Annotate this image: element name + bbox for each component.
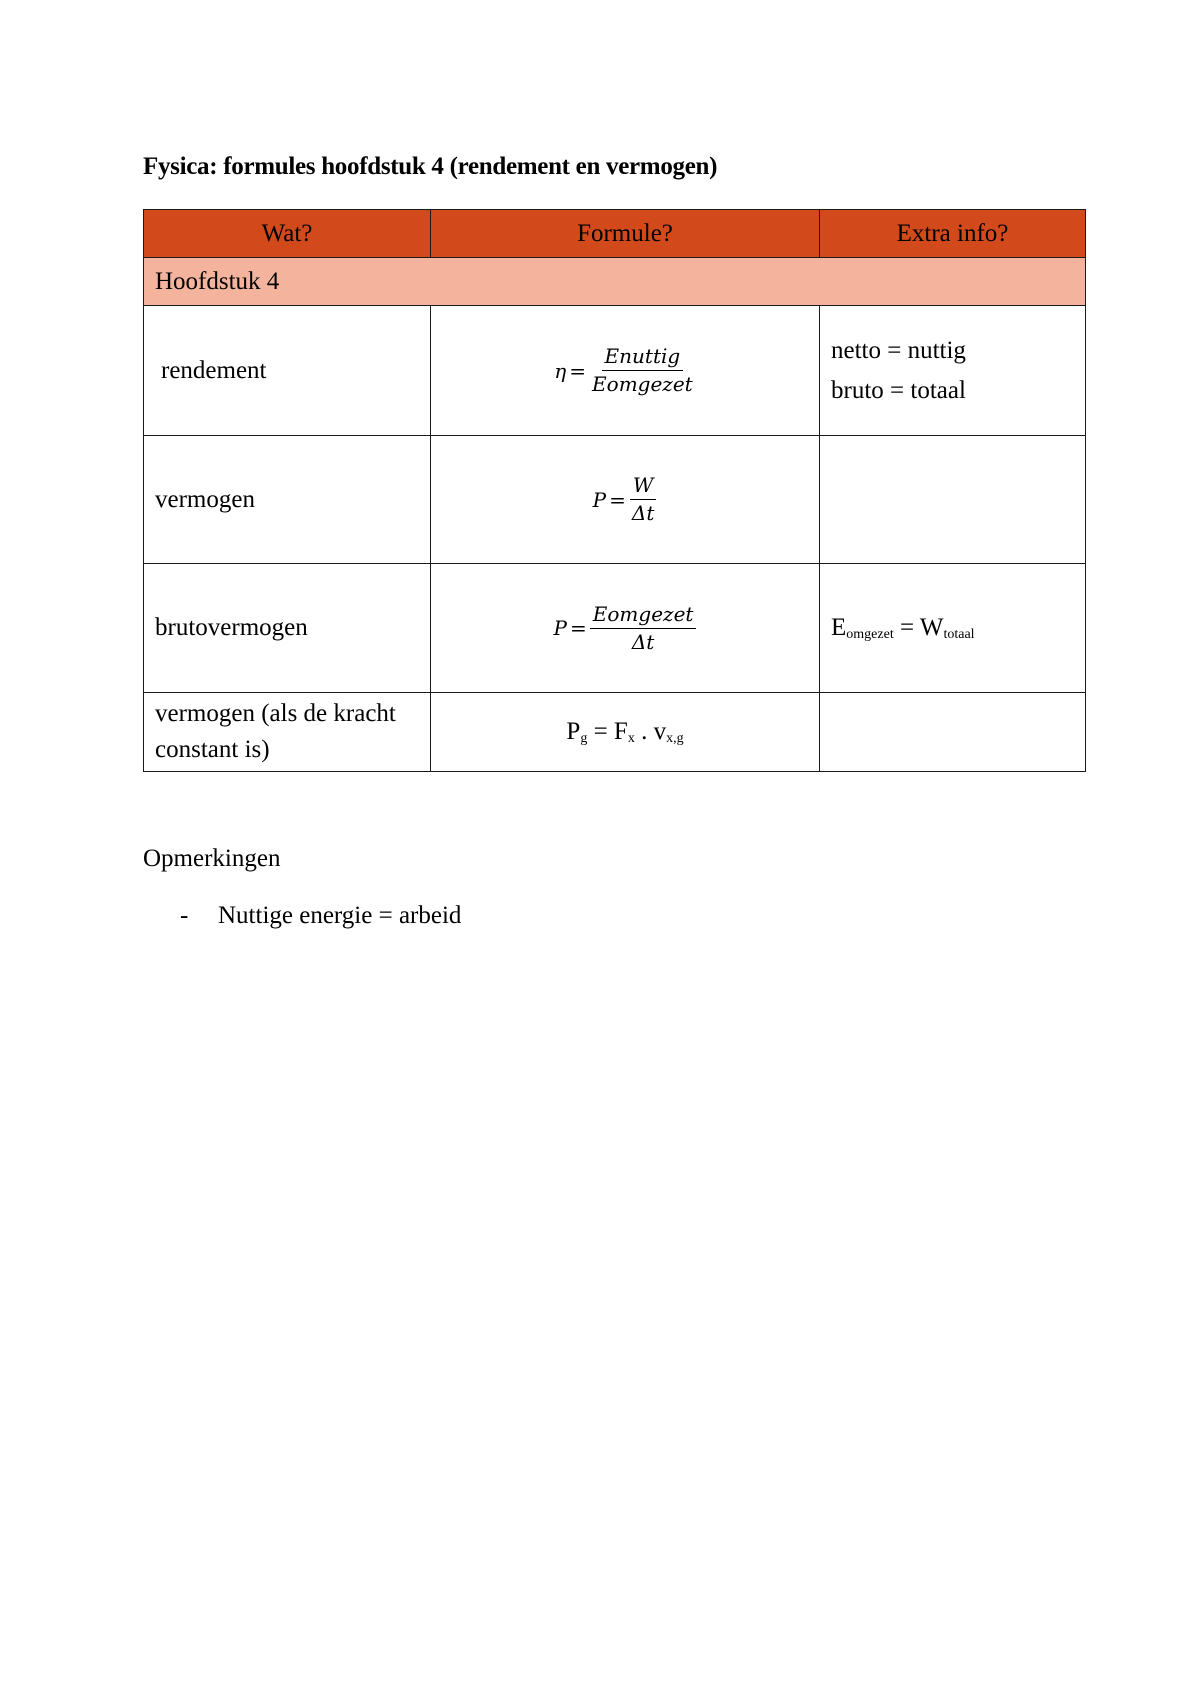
table-header-row <box>144 210 1086 258</box>
table-row <box>144 436 1086 564</box>
formula-cell-rendement <box>431 306 820 436</box>
table-row <box>144 564 1086 693</box>
formula-vermogen-constant: $P_g = F_x$ . $v_{x,g}$ <box>566 717 684 746</box>
info-lines <box>831 331 1074 411</box>
formula-equals: = <box>570 616 587 640</box>
fraction <box>590 603 697 654</box>
formula-table <box>143 209 1086 772</box>
row-label-brutovermogen: brutovermogen <box>144 564 431 693</box>
fraction-numerator: Enuttig <box>602 345 684 371</box>
chapter-label: Hoofdstuk 4 <box>144 258 1086 306</box>
formula-cell-vermogen-constant <box>431 693 820 772</box>
info-line: netto = nuttig <box>831 336 966 364</box>
table-row <box>144 306 1086 436</box>
info-equation: $E_{omgezet} = W_{totaal}$ <box>831 613 975 642</box>
formula-lhs: P <box>592 487 607 512</box>
table-row <box>144 693 1086 772</box>
fraction-denominator: Δt <box>631 501 655 525</box>
fraction-denominator: Eomgezet <box>592 372 693 396</box>
fraction <box>589 345 696 396</box>
info-line: bruto = totaal <box>831 376 966 404</box>
fraction-numerator: W <box>630 474 657 500</box>
fraction-denominator: Δt <box>631 629 655 654</box>
list-item <box>180 902 461 930</box>
formula-equals: = <box>609 487 626 512</box>
chapter-row <box>144 258 1086 306</box>
formula-equals: = <box>569 358 587 383</box>
info-cell-rendement <box>820 306 1086 436</box>
formula-cell-vermogen <box>431 436 820 564</box>
fraction <box>629 474 657 525</box>
info-cell-vermogen <box>820 436 1086 564</box>
formula-lhs: η <box>554 358 567 383</box>
fraction-numerator: Eomgezet <box>590 603 697 629</box>
remark-text: Nuttige energie = arbeid <box>218 902 462 929</box>
page-title: Fysica: formules hoofdstuk 4 (rendement en vermogen) <box>143 153 718 180</box>
formula-brutovermogen <box>554 603 697 654</box>
formula-vermogen <box>593 474 658 525</box>
bullet-dash: - <box>180 902 189 929</box>
info-cell-brutovermogen <box>820 564 1086 693</box>
row-label-rendement: rendement <box>144 306 431 436</box>
formula-cell-brutovermogen <box>431 564 820 693</box>
row-label-vermogen: vermogen <box>144 436 431 564</box>
header-cell-extra-info: Extra info? <box>820 210 1086 258</box>
formula-rendement <box>554 345 695 396</box>
header-cell-what: Wat? <box>144 210 431 258</box>
header-cell-formula: Formule? <box>431 210 820 258</box>
remarks-heading: Opmerkingen <box>143 845 281 872</box>
formula-lhs: P <box>553 616 568 640</box>
row-label-vermogen-constant: vermogen (als de kracht constant is) <box>144 693 431 772</box>
info-cell-vermogen-constant <box>820 693 1086 772</box>
